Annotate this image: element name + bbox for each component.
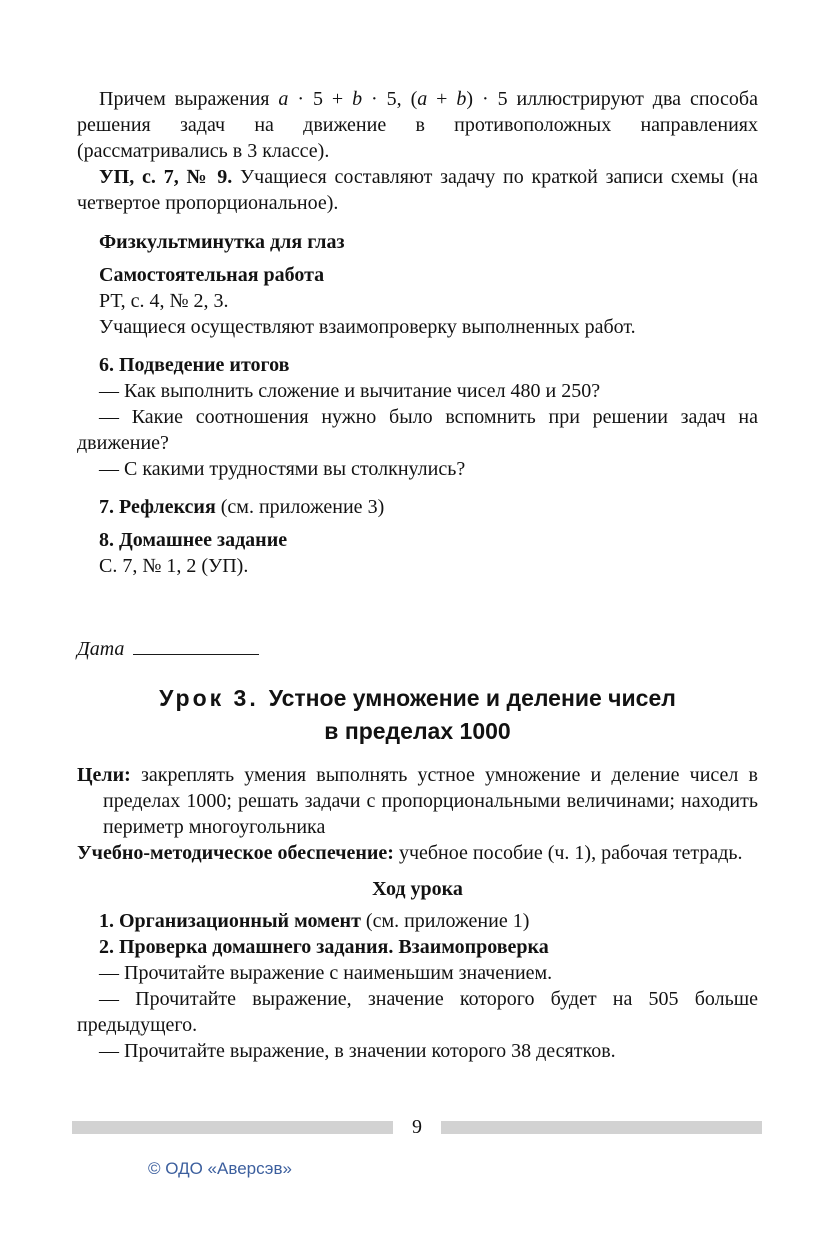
intro-text-start: Причем выражения — [99, 88, 279, 110]
lesson-number-label: Урок 3. — [159, 685, 259, 711]
date-line — [77, 635, 758, 662]
paragraph-equipment — [77, 840, 758, 866]
math-op: · 5 + — [288, 88, 353, 110]
heading-section-6: 6. Подведение итогов — [99, 354, 290, 376]
lesson-title-line1: Устное умножение и деление чисел — [268, 685, 676, 711]
math-op: + — [427, 88, 457, 110]
reflection-text: (см. приложение 3) — [215, 496, 385, 518]
math-var-b: b — [352, 88, 363, 110]
date-blank-line — [133, 635, 259, 655]
up-task-text: Учащиеся составляют задачу по краткой записи схемы (на четвертое пропорциональное). — [77, 166, 758, 214]
task-question-3: — Прочитайте выражение, в значении которого 38 десятков. — [99, 1040, 616, 1062]
line-rt: РТ, с. 4, № 2, 3. — [99, 290, 229, 312]
question-1: — Как выполнить сложение и вычитание чисел 480 и 250? — [99, 380, 601, 402]
copyright-notice: © ОДО «Аверсэв» — [148, 1159, 292, 1178]
task-question-1: — Прочитайте выражение с наименьшим значением. — [99, 962, 553, 984]
paragraph-up-task — [77, 164, 758, 216]
reflection-label: 7. Рефлексия — [99, 496, 216, 518]
heading-section-8: 8. Домашнее задание — [99, 529, 288, 551]
heading-flow: Ход урока — [372, 878, 463, 900]
page-number: 9 — [412, 1116, 422, 1138]
step-1-text: (см. приложение 1) — [360, 910, 530, 932]
math-op: ) · 5 — [466, 88, 517, 110]
lesson-title-line2: в пределах 1000 — [324, 718, 511, 744]
page-bar-right — [441, 1121, 762, 1134]
math-var-b: b — [456, 88, 467, 110]
line-mutual-check: Учащиеся осуществляют взаимопроверку выполненных работ. — [99, 316, 636, 338]
question-3: — С какими трудностями вы столкнулись? — [99, 458, 466, 480]
paragraph-intro — [77, 86, 758, 164]
heading-section-7 — [77, 494, 758, 520]
math-var-a: a — [417, 88, 428, 110]
task-question-2: — Прочитайте выражение, значение которого будет на 505 больше предыдущего. — [77, 988, 758, 1036]
equipment-text: учебное пособие (ч. 1), рабочая тетрадь. — [393, 842, 743, 864]
page-bar-left — [72, 1121, 393, 1134]
lesson-title — [77, 682, 758, 748]
paragraph-goals — [77, 762, 758, 840]
date-label: Дата — [77, 638, 125, 660]
page-content — [77, 86, 758, 1064]
heading-samostoyatelnaya: Самостоятельная работа — [99, 264, 325, 286]
homework-text: С. 7, № 1, 2 (УП). — [99, 555, 249, 577]
heading-fizkultminutka: Физкультминутка для глаз — [99, 231, 345, 253]
goals-text: закреплять умения выполнять устное умножение и деление чисел в пределах 1000; решать задачи с пропорциональными величинами; находить периметр многоугольника — [103, 764, 758, 838]
step-2: 2. Проверка домашнего задания. Взаимопроверка — [99, 936, 549, 958]
math-op: · 5, ( — [362, 88, 418, 110]
goals-label: Цели: — [77, 764, 131, 786]
step-1 — [77, 908, 758, 934]
equipment-label: Учебно-методическое обеспечение: — [77, 842, 394, 864]
up-task-label: УП, с. 7, № 9. — [99, 166, 233, 188]
step-1-label: 1. Организационный момент — [99, 910, 361, 932]
intro-text-rest: иллюстрируют два способа решения задач на движение в противоположных направлениях (рассматривались в 3 классе). — [77, 88, 758, 162]
math-var-a: a — [278, 88, 289, 110]
question-2: — Какие соотношения нужно было вспомнить при решении задач на движение? — [77, 406, 758, 454]
page-number-bar — [72, 1116, 762, 1138]
